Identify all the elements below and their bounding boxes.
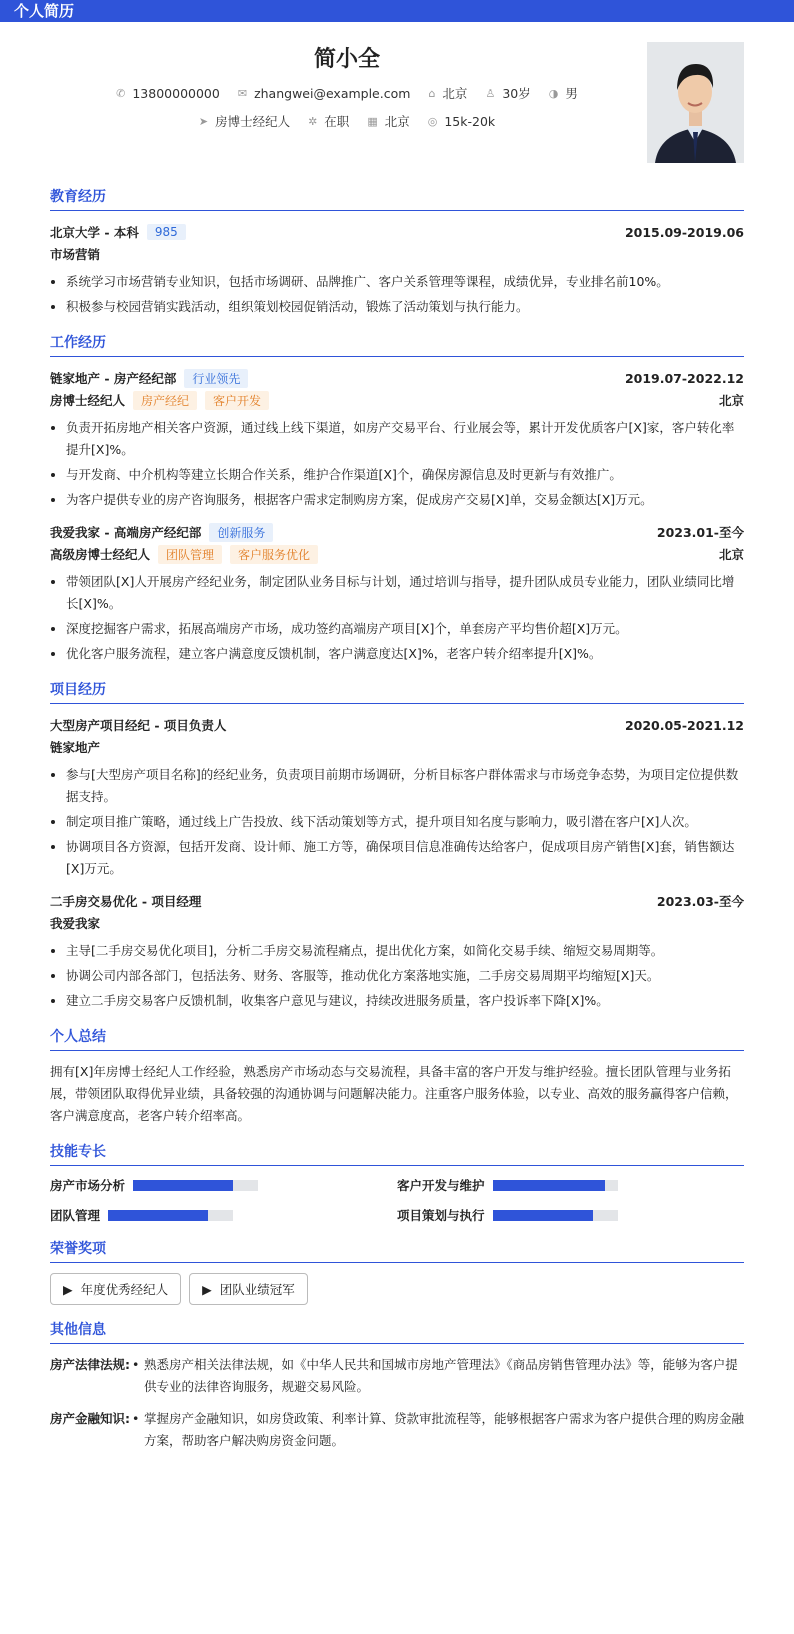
send-icon: ➤ (198, 114, 209, 128)
project-name: 二手房交易优化 - 项目经理 (50, 894, 202, 909)
skill-name: 客户开发与维护 (397, 1178, 485, 1193)
section-title: 荣誉奖项 (50, 1238, 744, 1263)
award-chip (50, 1273, 181, 1305)
role: 房博士经纪人 (50, 393, 126, 408)
gender: 男 (565, 86, 578, 101)
age-icon: ♙ (485, 86, 496, 100)
project-name: 大型房产项目经纪 - 项目负责人 (50, 718, 227, 733)
role-tag: 客户开发 (205, 391, 269, 410)
project-date: 2023.03-至今 (656, 894, 744, 909)
project-date: 2020.05-2021.12 (624, 717, 744, 733)
section-title: 个人总结 (50, 1026, 744, 1051)
list-item: • 系统学习市场营销专业知识，包括市场调研、品牌推广、客户关系管理等课程，成绩优异，专业排名前10%。 (66, 271, 744, 293)
skill-bar (493, 1210, 618, 1221)
email: zhangwei@example.com (254, 85, 411, 101)
phone-icon: ✆ (116, 86, 126, 100)
award-label: 年度优秀经纪人 (80, 1282, 169, 1297)
intent-row (50, 112, 644, 130)
school-tag: 985 (147, 224, 186, 240)
list-item: • 负责开拓房地产相关客户资源，通过线上线下渠道，如房产交易平台、行业展会等，累计开发优质客户[X]家，客户转化率提升[X]%。 (66, 417, 744, 461)
skill-fill (133, 1180, 233, 1191)
play-icon: ▶ (63, 1281, 73, 1297)
info-item (50, 1354, 744, 1398)
company: 我爱我家 - 高端房产经纪部 (50, 525, 202, 540)
company-tag: 行业领先 (184, 369, 248, 388)
gender-icon: ◑ (548, 86, 559, 100)
phone: 13800000000 (132, 85, 220, 101)
list-item: • 建立二手房交易客户反馈机制，收集客户意见与建议，持续改进服务质量，客户投诉率下降[X]%。 (66, 990, 744, 1012)
company-tag: 创新服务 (209, 523, 273, 542)
age: 30岁 (502, 86, 531, 101)
profile-header (50, 22, 744, 172)
edu-date: 2015.09-2019.06 (624, 224, 744, 240)
role-tag: 房产经纪 (133, 391, 197, 410)
work-city: 北京 (718, 393, 744, 408)
skill-bar (108, 1210, 233, 1221)
city: 北京 (442, 86, 468, 101)
section-title: 项目经历 (50, 679, 744, 704)
skill-name: 项目策划与执行 (397, 1208, 485, 1223)
list-item: • 参与[大型房产项目名称]的经纪业务，负责项目前期市场调研，分析目标客户群体需求与市场竞争态势，为项目定位提供数据支持。 (66, 764, 744, 808)
other-section (50, 1319, 744, 1452)
company: 链家地产 - 房产经纪部 (50, 371, 177, 386)
list-item: • 与开发商、中介机构等建立长期合作关系，维护合作渠道[X]个，确保房源信息及时更新与有效推广。 (66, 464, 744, 486)
email-icon: ✉ (237, 86, 248, 100)
avatar (647, 42, 744, 163)
building-icon: ▦ (367, 114, 378, 128)
role-tag: 客户服务优化 (230, 545, 318, 564)
job-status: 在职 (324, 114, 350, 129)
target-city: 北京 (384, 114, 410, 129)
section-title: 教育经历 (50, 186, 744, 211)
skill-item (50, 1206, 397, 1224)
salary: 15k-20k (444, 113, 496, 129)
skill-fill (493, 1180, 606, 1191)
summary-text: 拥有[X]年房博士经纪人工作经验，熟悉房产市场动态与交易流程，具备丰富的客户开发与维护经验。擅长团队管理与业务拓展，带领团队取得优异业绩，具备较强的沟通协调与问题解决能力。注重客户服务体验，以专业、高效的服务赢得客户信赖，客户满意度高，老客户转介绍率高。 (50, 1064, 738, 1123)
project-section (50, 679, 744, 1012)
home-icon: ⌂ (428, 86, 436, 100)
project-org: 我爱我家 (50, 916, 101, 931)
section-title: 工作经历 (50, 332, 744, 357)
target-job: 房博士经纪人 (215, 114, 291, 129)
skill-fill (108, 1210, 208, 1221)
school: 北京大学 - 本科 (50, 225, 139, 240)
major: 市场营销 (50, 247, 101, 262)
work-date: 2019.07-2022.12 (624, 370, 744, 386)
skill-item (397, 1176, 744, 1194)
info-value: • 熟悉房产相关法律法规，如《中华人民共和国城市房地产管理法》《商品房销售管理办法》等，能够为客户提供专业的法律咨询服务，规避交易风险。 (130, 1354, 744, 1398)
skill-item (397, 1206, 744, 1224)
list-item: • 制定项目推广策略，通过线上广告投放、线下活动策划等方式，提升项目知名度与影响力，吸引潜在客户[X]人次。 (66, 811, 744, 833)
project-org: 链家地产 (50, 740, 101, 755)
list-item: • 深度挖掘客户需求，拓展高端房产市场，成功签约高端房产项目[X]个，单套房产平均售价超[X]万元。 (66, 618, 744, 640)
skill-name: 团队管理 (50, 1208, 101, 1223)
work-date: 2023.01-至今 (656, 525, 744, 540)
role: 高级房博士经纪人 (50, 547, 151, 562)
candidate-name: 简小全 (313, 47, 380, 72)
education-section (50, 186, 744, 318)
list-item: • 协调项目各方资源，包括开发商、设计师、施工方等，确保项目信息准确传达给客户，促成项目房产销售[X]套，销售额达[X]万元。 (66, 836, 744, 880)
skill-bar (133, 1180, 258, 1191)
skill-name: 房产市场分析 (50, 1178, 126, 1193)
page-header-title: 个人简历 (14, 2, 75, 20)
work-city: 北京 (718, 547, 744, 562)
role-tag: 团队管理 (158, 545, 222, 564)
section-title: 技能专长 (50, 1141, 744, 1166)
award-chip (189, 1273, 308, 1305)
status-icon: ✲ (308, 114, 318, 128)
summary-section (50, 1026, 744, 1127)
salary-icon: ◎ (427, 114, 438, 128)
info-key: 房产金融知识: (50, 1411, 130, 1426)
list-item: • 积极参与校园营销实践活动，组织策划校园促销活动，锻炼了活动策划与执行能力。 (66, 296, 744, 318)
info-item (50, 1408, 744, 1452)
list-item: • 带领团队[X]人开展房产经纪业务，制定团队业务目标与计划，通过培训与指导，提升团队成员专业能力，团队业绩同比增长[X]%。 (66, 571, 744, 615)
skill-item (50, 1176, 397, 1194)
play-icon: ▶ (202, 1281, 212, 1297)
page-header (0, 0, 794, 22)
section-title: 其他信息 (50, 1319, 744, 1344)
list-item: • 主导[二手房交易优化项目]，分析二手房交易流程痛点，提出优化方案，如简化交易手续、缩短交易周期等。 (66, 940, 744, 962)
info-value: • 掌握房产金融知识，如房贷政策、利率计算、贷款审批流程等，能够根据客户需求为客户提供合理的购房金融方案，帮助客户解决购房资金问题。 (130, 1408, 744, 1452)
work-section (50, 332, 744, 665)
skill-fill (493, 1210, 593, 1221)
list-item: • 优化客户服务流程，建立客户满意度反馈机制，客户满意度达[X]%，老客户转介绍率提升[X]%。 (66, 643, 744, 665)
award-label: 团队业绩冠军 (219, 1282, 295, 1297)
list-item: • 协调公司内部各部门，包括法务、财务、客服等，推动优化方案落地实施，二手房交易周期平均缩短[X]天。 (66, 965, 744, 987)
list-item: • 为客户提供专业的房产咨询服务，根据客户需求定制购房方案，促成房产交易[X]单，交易金额达[X]万元。 (66, 489, 744, 511)
skills-section (50, 1141, 744, 1224)
skill-bar (493, 1180, 618, 1191)
contact-row (50, 84, 644, 102)
awards-section (50, 1238, 744, 1305)
info-key: 房产法律法规: (50, 1357, 130, 1372)
